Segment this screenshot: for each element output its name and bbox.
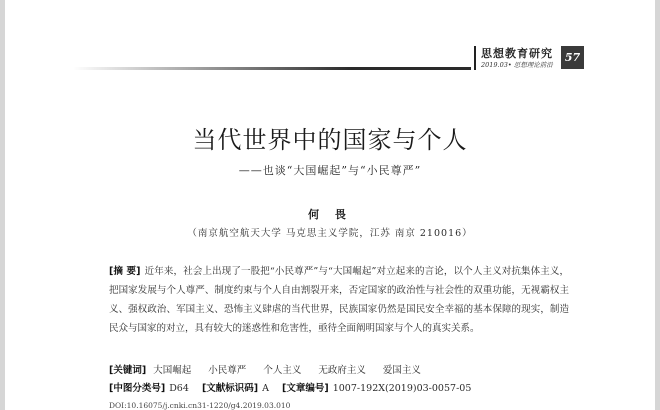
- doi[interactable]: DOI:10.16075/j.cnki.cn31-1220/g4.2019.03.010: [109, 401, 291, 410]
- article-subtitle: ——也谈“大国崛起”与“小民尊严”: [238, 164, 422, 177]
- header-divider: [474, 46, 476, 70]
- keywords: [109, 362, 435, 376]
- abstract-text: 近年来，社会上出现了一股把“小民尊严”与“大国崛起”对立起来的言论，以个人主义对抗集体主义，把国家发展与个人尊严、制度约束与个人自由割裂开来，否定国家的政治性与社会性的双重功能，无视霸权主义、强权政治、军国主义、恐怖主义肆虐的当代世界，民族国家仍然是国民安全幸福的基本保障的现实，制造民众与国家的对立，具有较大的迷惑性和危害性，亟待全面阐明国家与个人的真实关系。: [109, 266, 569, 334]
- clc-value: D64: [169, 383, 189, 394]
- clc-label: [中图分类号]: [109, 383, 166, 394]
- article-author: 何 畏: [308, 208, 352, 221]
- page-number-badge: 57: [561, 46, 584, 69]
- abstract-label: [摘 要]: [109, 266, 141, 277]
- journal-name: 思想教育研究: [481, 47, 553, 60]
- article-number: [282, 380, 471, 394]
- document-code-label: [文献标识码]: [201, 383, 259, 394]
- keyword: 大国崛起: [153, 365, 192, 376]
- abstract: [109, 262, 569, 338]
- header-rule: [73, 67, 471, 70]
- article-title: 当代世界中的国家与个人: [192, 126, 468, 154]
- viewer-right-edge: [655, 0, 660, 410]
- author-affiliation: （南京航空航天大学 马克思主义学院，江苏 南京 210016）: [187, 228, 473, 239]
- clc-code: [109, 380, 189, 394]
- document-code-value: A: [262, 383, 269, 394]
- keyword: 小民尊严: [208, 365, 247, 376]
- article-number-value: 1007-192X(2019)03-0057-05: [332, 383, 472, 394]
- journal-issue: 2019.03• 思想理论前沿: [481, 61, 553, 69]
- keywords-label: [关键词]: [109, 365, 147, 376]
- document-code: [202, 380, 269, 394]
- keyword: 个人主义: [263, 365, 302, 376]
- classification-row: [109, 380, 481, 394]
- keyword: 爱国主义: [382, 365, 421, 376]
- keyword: 无政府主义: [318, 365, 366, 376]
- document-page: [5, 0, 655, 410]
- article-number-label: [文章编号]: [282, 383, 329, 394]
